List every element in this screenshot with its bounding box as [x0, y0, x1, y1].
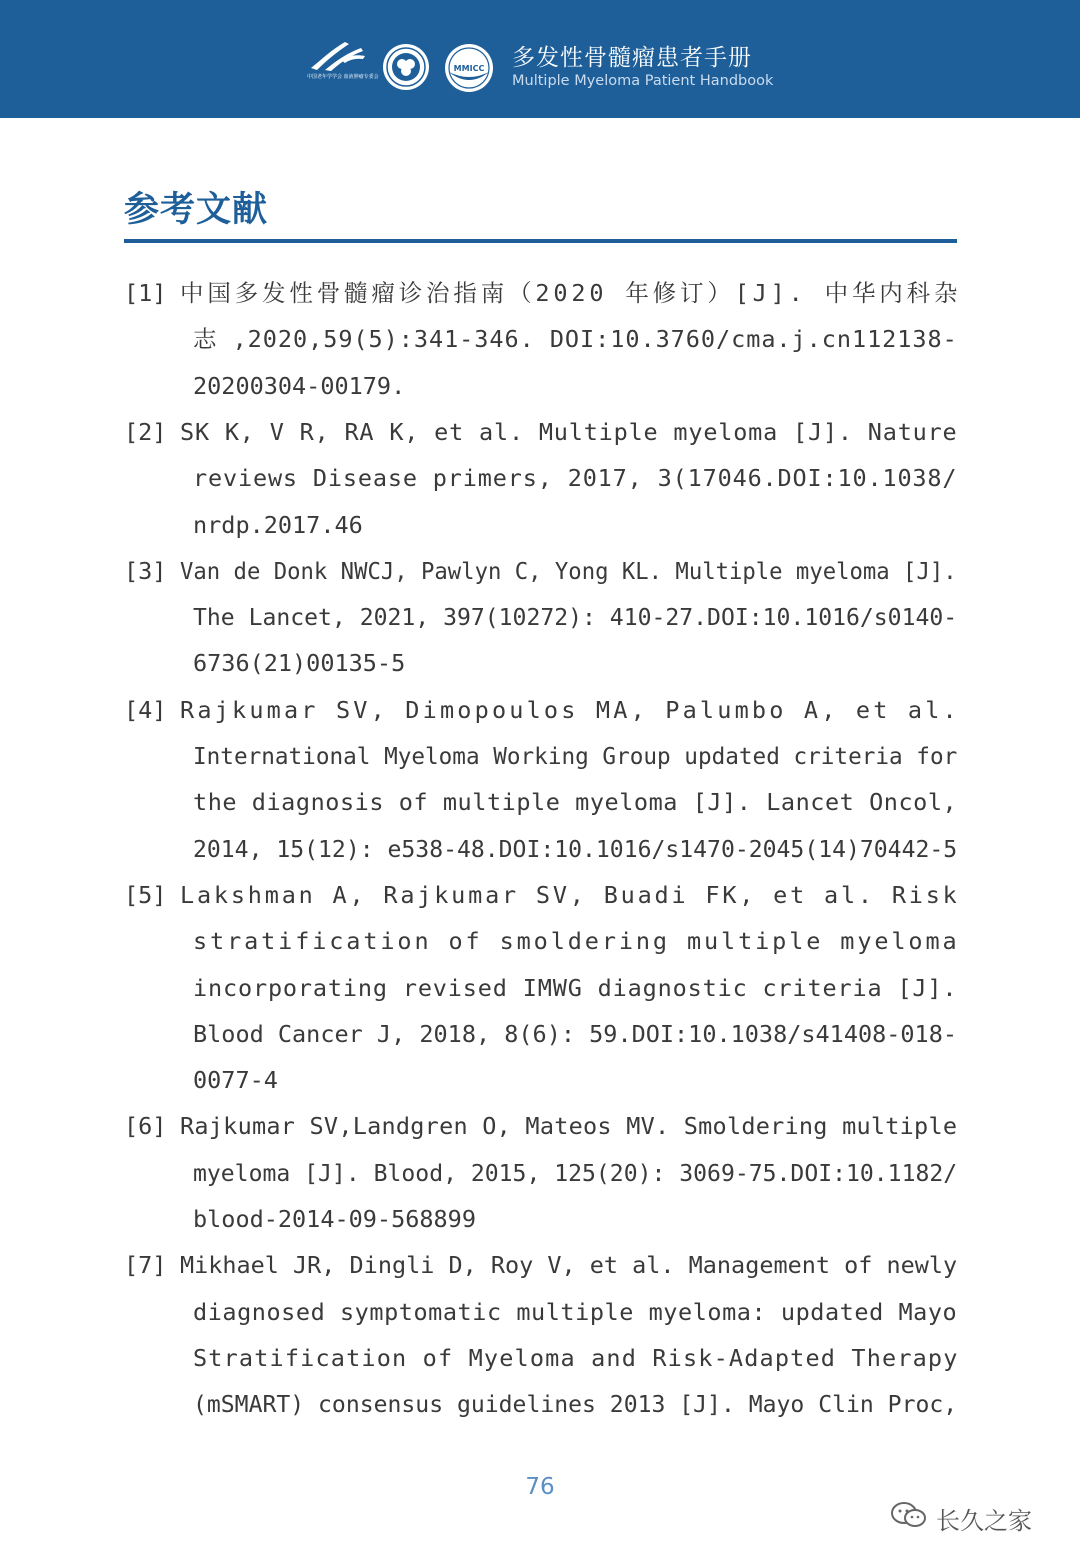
reference-line: Lakshman A, Rajkumar SV, Buadi FK, et al. Risk — [180, 880, 960, 909]
reference-line: The Lancet, 2021, 397(10272): 410-27.DOI:10.1016/s0140- — [193, 603, 958, 632]
watermark-text: 长久之家 — [936, 1507, 1032, 1535]
wechat-watermark — [890, 1500, 1032, 1540]
reference-number: [1] — [124, 279, 167, 307]
reference-line: diagnosed symptomatic multiple myeloma: updated Mayo — [193, 1297, 958, 1326]
society-logo — [305, 38, 379, 94]
reference-number: [6] — [124, 1112, 167, 1141]
reference-line: 志 ,2020,59(5):341-346. DOI:10.3760/cma.j.cn112138- — [193, 325, 958, 354]
header-banner — [0, 0, 1080, 118]
reference-line: International Myeloma Working Group updated criteria for — [193, 742, 958, 770]
page-number: 76 — [525, 1474, 555, 1500]
reference-line: Van de Donk NWCJ, Pawlyn C, Yong KL. Multiple myeloma [J]. — [180, 556, 957, 585]
reference-number: [4] — [124, 695, 167, 724]
mmicc-logo — [443, 42, 495, 94]
reference-number: [3] — [124, 556, 167, 585]
reference-number: [5] — [124, 880, 167, 909]
society-logo-text: 中国老年学学会 血液肿瘤专委会 — [307, 74, 379, 80]
reference-number: [2] — [124, 417, 167, 446]
reference-line: stratification of smoldering multiple myeloma — [193, 927, 960, 956]
reference-line: 0077-4 — [193, 1066, 278, 1095]
handbook-title-en: Multiple Myeloma Patient Handbook — [512, 73, 774, 89]
reference-line: 20200304-00179. — [193, 371, 406, 400]
reference-line: myeloma [J]. Blood, 2015, 125(20): 3069-75.DOI:10.1182/ — [193, 1158, 958, 1187]
reference-number: [7] — [124, 1251, 167, 1280]
reference-line: 6736(21)00135-5 — [193, 649, 406, 678]
handbook-title-cn: 多发性骨髓瘤患者手册 — [512, 45, 752, 71]
reference-line: incorporating revised IMWG diagnostic criteria [J]. — [193, 973, 958, 1002]
reference-line: Rajkumar SV, Dimopoulos MA, Palumbo A, et al. — [180, 695, 960, 724]
reference-line: (mSMART) consensus guidelines 2013 [J]. Mayo Clin Proc, — [193, 1390, 958, 1419]
reference-line: nrdp.2017.46 — [193, 510, 363, 539]
reference-line: the diagnosis of multiple myeloma [J]. Lancet Oncol, — [193, 788, 958, 817]
reference-line: blood-2014-09-568899 — [193, 1205, 476, 1233]
wechat-icon — [890, 1500, 928, 1542]
section-heading: 参考文献 — [124, 189, 269, 230]
reference-line: 中国多发性骨髓瘤诊治指南（2020 年修订）[J]. 中华内科杂 — [180, 279, 962, 307]
heading-divider — [124, 239, 957, 243]
mmicc-logo-text: MMICC — [453, 64, 485, 73]
reference-line: Mikhael JR, Dingli D, Roy V, et al. Management of newly — [180, 1251, 958, 1280]
reference-line: Rajkumar SV,Landgren O, Mateos MV. Smoldering multiple — [180, 1112, 958, 1141]
seal-logo — [381, 42, 431, 92]
reference-line: Stratification of Myeloma and Risk-Adapted Therapy — [193, 1343, 959, 1372]
reference-line: reviews Disease primers, 2017, 3(17046.DOI:10.1038/ — [193, 464, 958, 493]
reference-line: SK K, V R, RA K, et al. Multiple myeloma [J]. Nature — [180, 417, 958, 446]
reference-line: Blood Cancer J, 2018, 8(6): 59.DOI:10.1038/s41408-018- — [193, 1019, 958, 1048]
reference-line: 2014, 15(12): e538-48.DOI:10.1016/s1470-2045(14)70442-5 — [193, 834, 958, 863]
